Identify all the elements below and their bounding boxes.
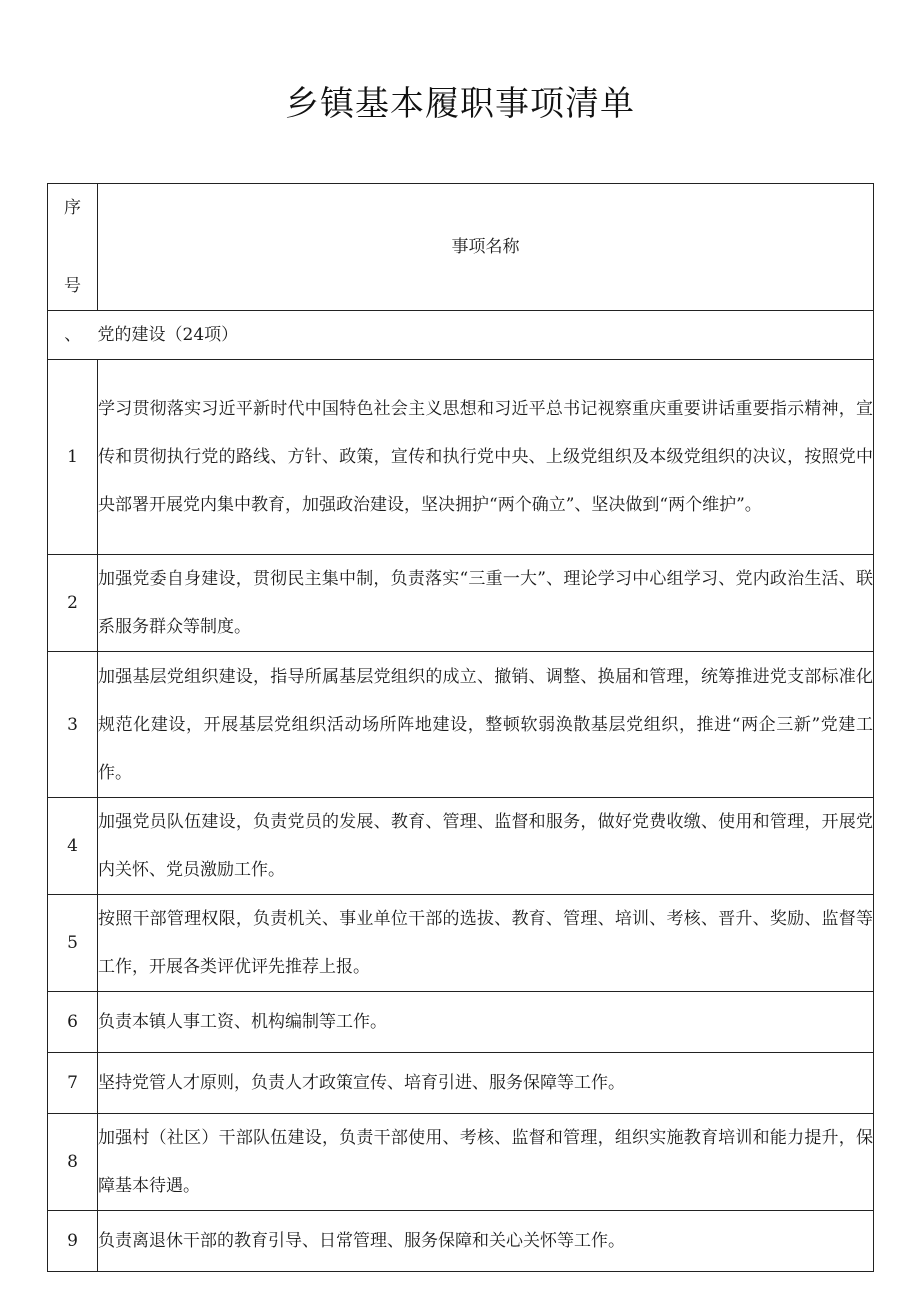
table-row <box>48 652 874 798</box>
table-row <box>48 1053 874 1114</box>
row-number: 9 <box>48 1211 98 1272</box>
table-header-row <box>48 184 874 311</box>
table-row <box>48 555 874 652</box>
duty-table <box>47 183 874 1272</box>
row-number: 4 <box>48 798 98 895</box>
row-number: 8 <box>48 1114 98 1211</box>
row-number: 6 <box>48 992 98 1053</box>
table-row <box>48 992 874 1053</box>
section-row <box>48 311 874 360</box>
table-row <box>48 798 874 895</box>
table-row <box>48 360 874 555</box>
header-serial-line2: 号 <box>64 276 81 296</box>
section-title: 党的建设（24项） <box>98 311 874 360</box>
row-number: 5 <box>48 895 98 992</box>
row-text: 加强党委自身建设，贯彻民主集中制，负责落实“三重一大”、理论学习中心组学习、党内政治生活、联系服务群众等制度。 <box>98 555 874 652</box>
table-row <box>48 1211 874 1272</box>
row-text: 学习贯彻落实习近平新时代中国特色社会主义思想和习近平总书记视察重庆重要讲话重要指示精神，宣传和贯彻执行党的路线、方针、政策，宣传和执行党中央、上级党组织及本级党组织的决议，按照党中央部署开展党内集中教育，加强政治建设，坚决拥护“两个确立”、坚决做到“两个维护”。 <box>98 360 874 555</box>
row-number: 7 <box>48 1053 98 1114</box>
row-number: 1 <box>48 360 98 555</box>
row-text: 负责本镇人事工资、机构编制等工作。 <box>98 992 874 1053</box>
row-text: 加强党员队伍建设，负责党员的发展、教育、管理、监督和服务，做好党费收缴、使用和管理，开展党内关怀、党员激励工作。 <box>98 798 874 895</box>
header-name-cell: 事项名称 <box>98 184 874 311</box>
table-row <box>48 895 874 992</box>
row-text: 加强基层党组织建设，指导所属基层党组织的成立、撤销、调整、换届和管理，统筹推进党支部标准化规范化建设，开展基层党组织活动场所阵地建设，整顿软弱涣散基层党组织，推进“两企三新”党建工作。 <box>98 652 874 798</box>
header-serial-line1: 序 <box>64 198 81 218</box>
row-text: 加强村（社区）干部队伍建设，负责干部使用、考核、监督和管理，组织实施教育培训和能力提升，保障基本待遇。 <box>98 1114 874 1211</box>
section-number: 、 <box>48 311 98 360</box>
row-text: 按照干部管理权限，负责机关、事业单位干部的选拔、教育、管理、培训、考核、晋升、奖励、监督等工作，开展各类评优评先推荐上报。 <box>98 895 874 992</box>
row-number: 2 <box>48 555 98 652</box>
document-title: 乡镇基本履职事项清单 <box>285 84 635 124</box>
row-text: 负责离退休干部的教育引导、日常管理、服务保障和关心关怀等工作。 <box>98 1211 874 1272</box>
header-serial-cell <box>48 184 98 311</box>
row-number: 3 <box>48 652 98 798</box>
table-row <box>48 1114 874 1211</box>
row-text: 坚持党管人才原则，负责人才政策宣传、培育引进、服务保障等工作。 <box>98 1053 874 1114</box>
